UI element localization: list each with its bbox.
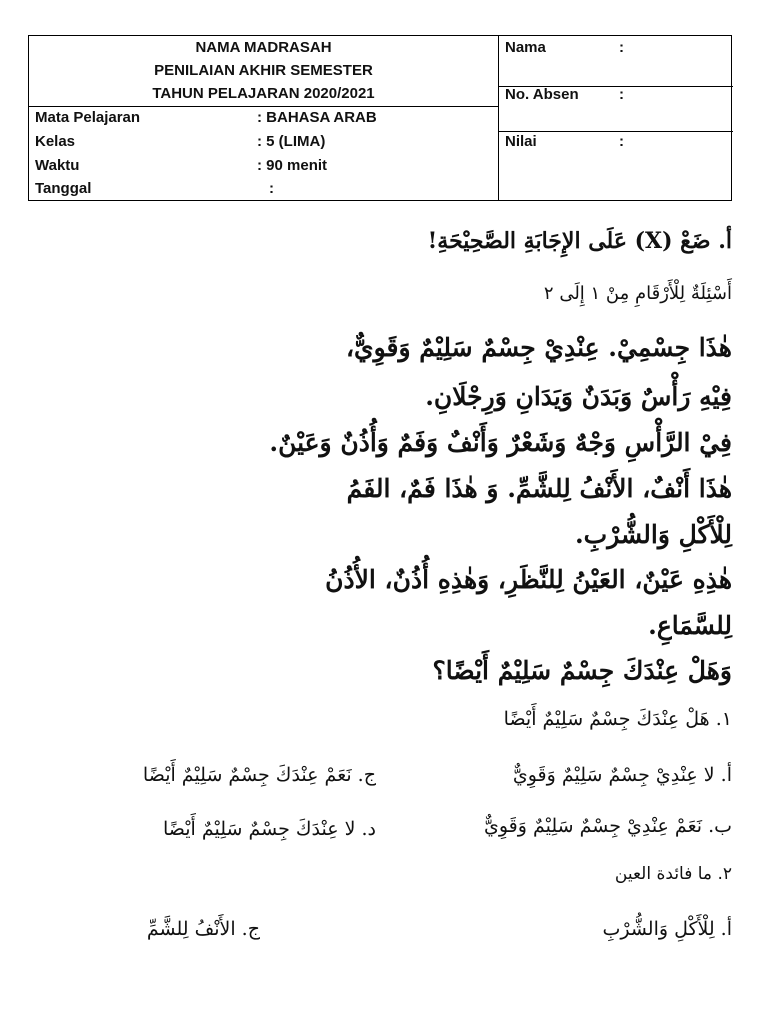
- exam-title: PENILAIAN AKHIR SEMESTER: [154, 62, 373, 79]
- absence-number-colon: :: [619, 86, 624, 103]
- meta-label-class: Kelas: [35, 133, 76, 150]
- score-label: Nilai: [505, 133, 537, 150]
- section-instruction: أ. ضَعْ (X) عَلَى الإِجَابَةِ الصَّحِيْحَةِ!: [427, 228, 732, 254]
- question-2-stem: ٢. ما فائدة العين: [614, 864, 732, 884]
- meta-label-time: Waktu: [35, 157, 80, 174]
- meta-label-subject: Mata Pelajaran: [35, 109, 141, 126]
- meta-value-time: : 90 menit: [257, 157, 328, 174]
- header-table: [28, 35, 732, 201]
- passage-line-4: هٰذَا أَنْفٌ، الأَنْفُ لِلشَّمِّ. وَ هٰذَا فَمٌ، الفَمُ: [346, 474, 732, 503]
- question-1-option-b[interactable]: ب. نَعَمْ عِنْدِيْ جِسْمٌ سَلِيْمٌ وَقَوِيٌّ: [483, 815, 732, 837]
- passage-line-3: فِيْ الرَّأْسِ وَجْهٌ وَشَعْرٌ وَأَنْفٌ وَفَمٌ وَأُذُنٌ وَعَيْنٌ.: [269, 428, 732, 457]
- school-name: NAMA MADRASAH: [195, 39, 332, 56]
- question-1-stem: ١. هَلْ عِنْدَكَ جِسْمٌ سَلِيْمٌ أَيْضًا: [503, 708, 732, 730]
- passage-line-7: لِلسَّمَاعِ.: [648, 611, 732, 640]
- question-range-note: أَسْئِلَةٌ لِلْأَرْقَامِ مِنْ ١ إِلَى ٢: [543, 283, 732, 304]
- absence-number-label: No. Absen: [505, 86, 579, 103]
- name-colon: :: [619, 39, 624, 56]
- question-2-option-c[interactable]: ج. الأَنْفُ لِلشَّمِّ: [146, 918, 260, 940]
- passage-line-1: هٰذَا جِسْمِيْ. عِنْدِيْ جِسْمٌ سَلِيْمٌ وَقَوِيٌّ،: [345, 333, 732, 362]
- question-1-option-a[interactable]: أ. لا عِنْدِيْ جِسْمٌ سَلِيْمٌ وَقَوِيٌّ: [512, 764, 732, 786]
- passage-line-8: وَهَلْ عِنْدَكَ جِسْمٌ سَلِيْمٌ أَيْضًا؟: [432, 656, 732, 685]
- meta-value-subject: : BAHASA ARAB: [257, 109, 377, 126]
- question-2-option-a[interactable]: أ. لِلْأَكْلِ وَالشُّرْبِ: [602, 918, 732, 940]
- score-colon: :: [619, 133, 624, 150]
- academic-year: TAHUN PELAJARAN 2020/2021: [152, 85, 375, 102]
- question-1-option-c[interactable]: ج. نَعَمْ عِنْدَكَ جِسْمٌ سَلِيْمٌ أَيْضًا: [142, 764, 376, 786]
- question-1-option-d[interactable]: د. لا عِنْدَكَ جِسْمٌ سَلِيْمٌ أَيْضًا: [163, 818, 376, 840]
- name-label: Nama: [505, 39, 546, 56]
- passage-line-5: لِلْأَكْلِ وَالشُّرْبِ.: [574, 520, 732, 549]
- passage-line-2: فِيْهِ رَأْسٌ وَبَدَنٌ وَيَدَانِ وَرِجْلَانِ.: [425, 382, 732, 411]
- header-divider: [498, 36, 499, 200]
- passage-line-6: هٰذِهِ عَيْنٌ، العَيْنُ لِلنَّظَرِ، وَهٰذِهِ أُذُنٌ، الأُذُنُ: [325, 565, 732, 594]
- meta-label-date: Tanggal: [35, 180, 92, 197]
- meta-value-date: :: [269, 180, 274, 197]
- meta-value-class: : 5 (LIMA): [257, 133, 326, 150]
